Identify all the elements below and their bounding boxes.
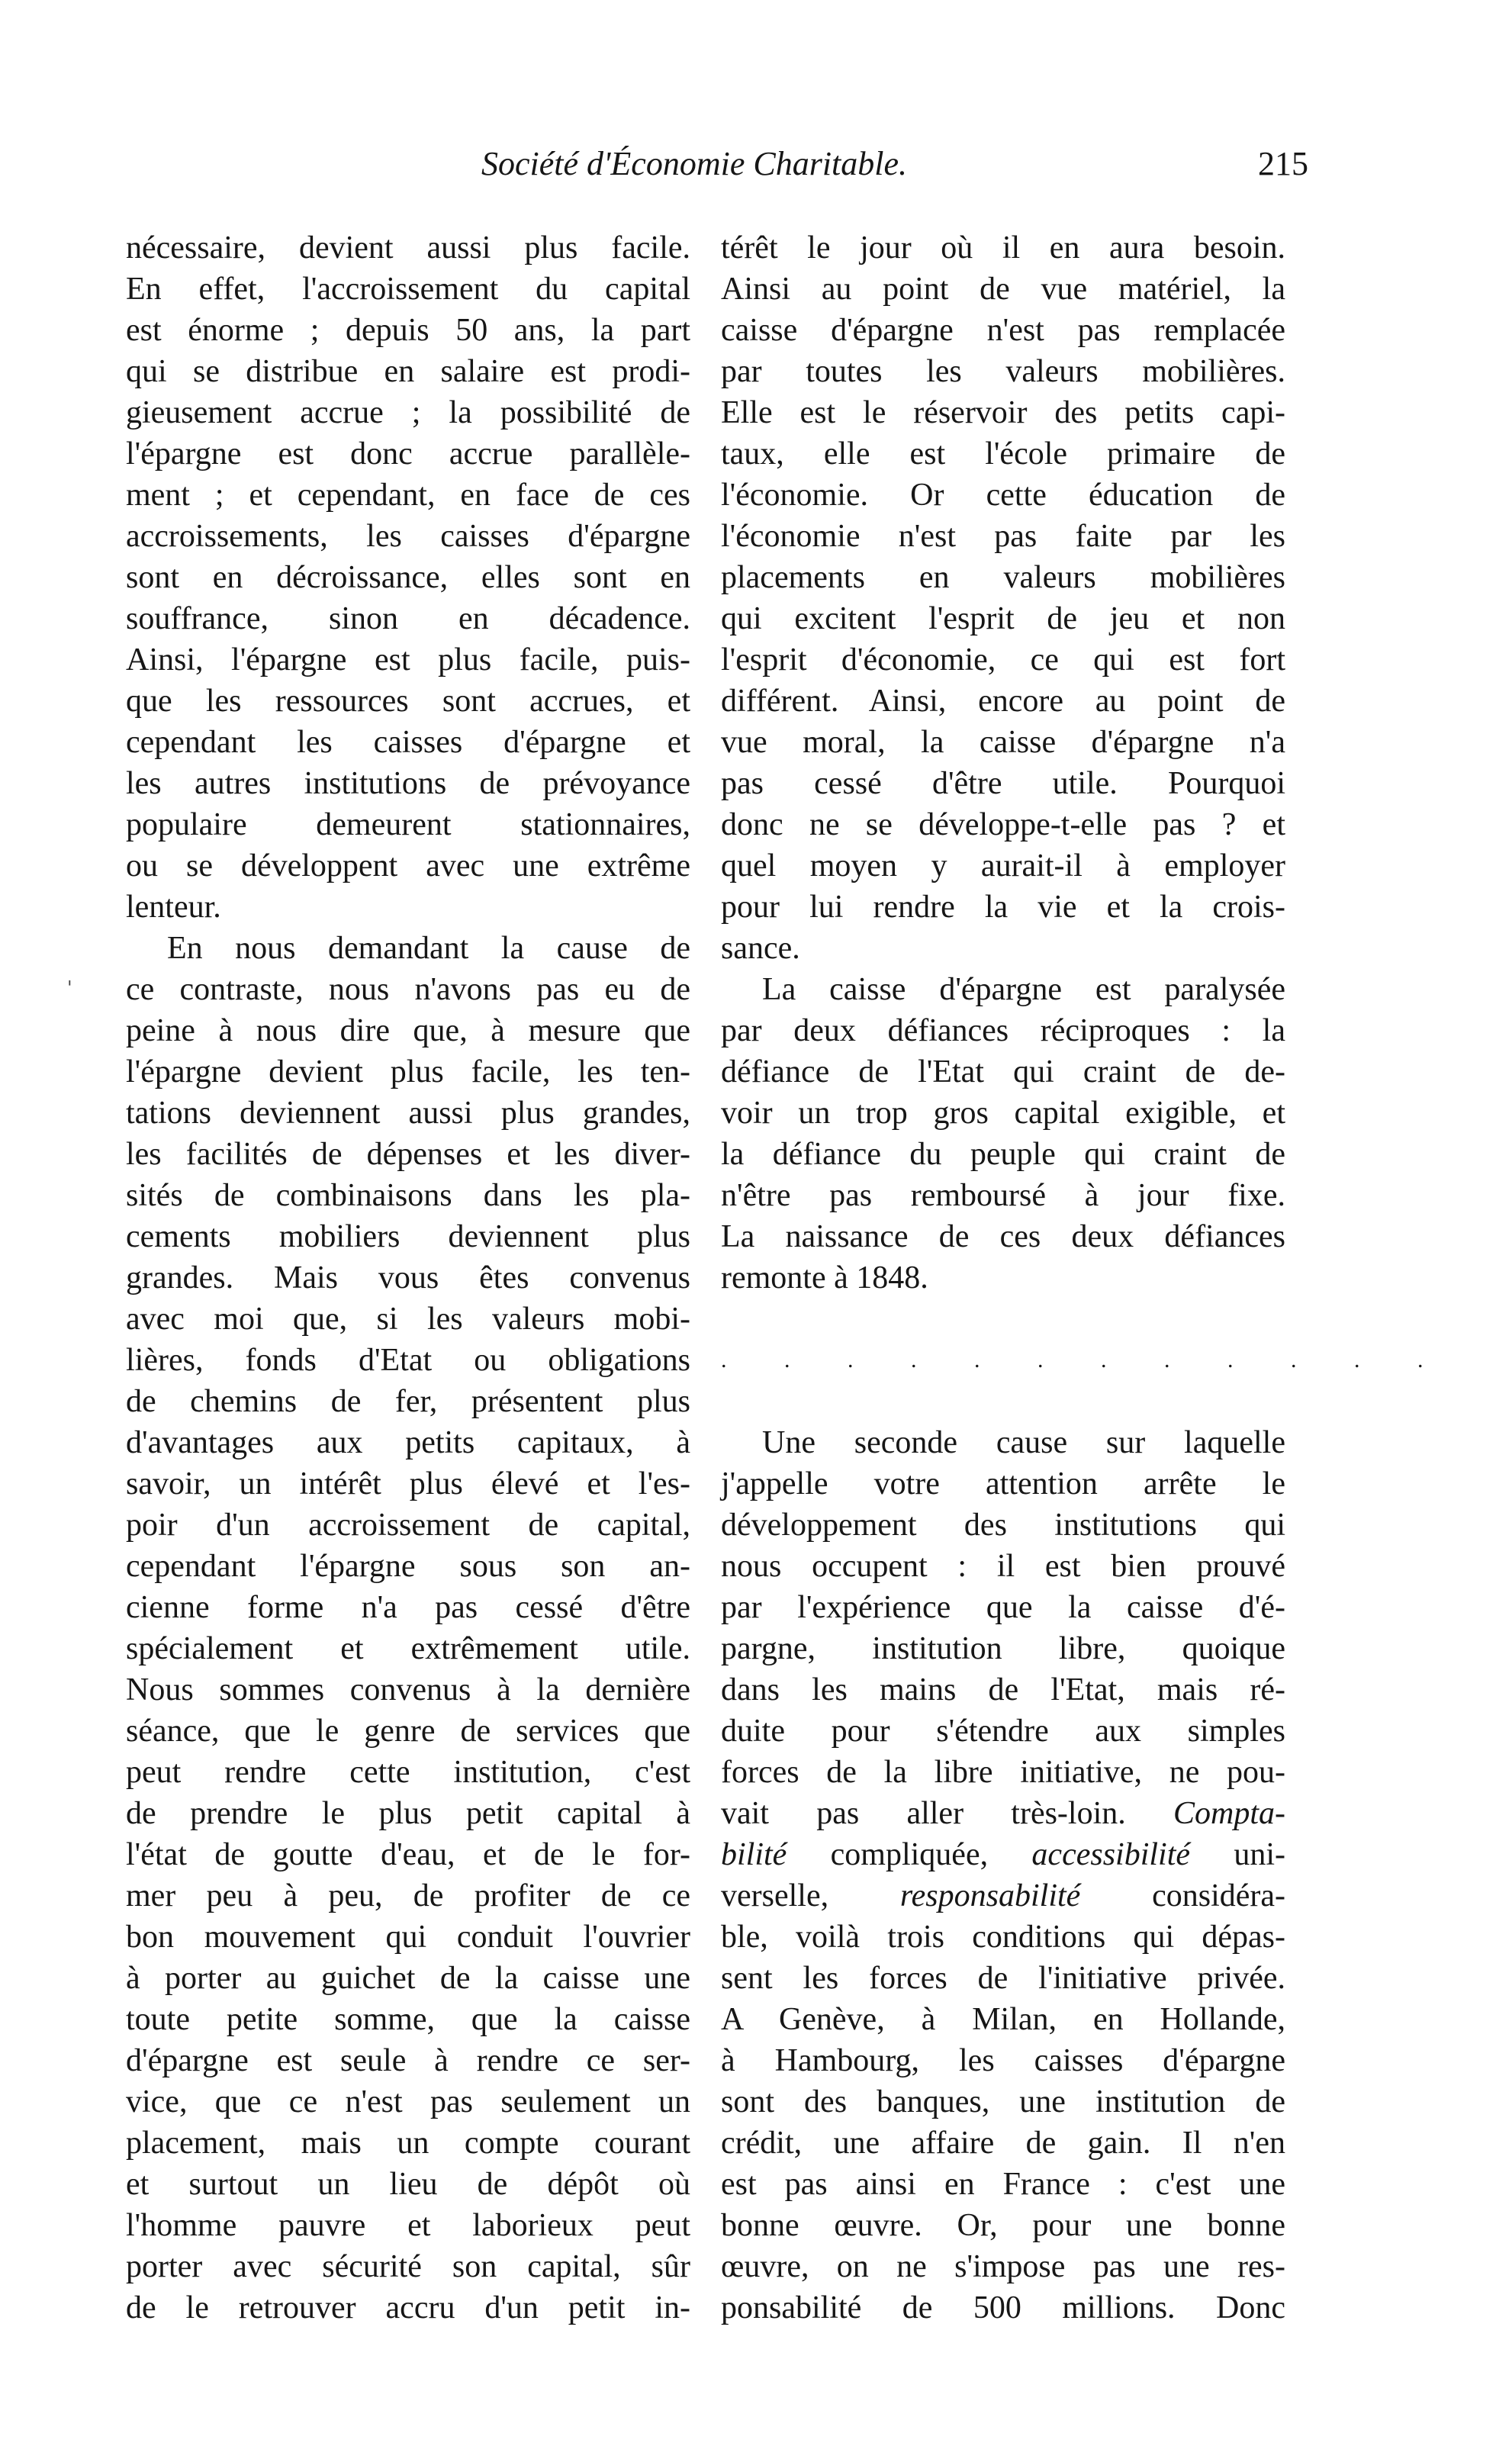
text-line: est énorme ; depuis 50 ans, la part bbox=[126, 313, 690, 348]
text-line: l'esprit d'économie, ce qui est fort bbox=[721, 642, 1285, 677]
text-line: que les ressources sont accrues, et bbox=[126, 684, 690, 719]
italic-term: bilité bbox=[721, 1837, 787, 1872]
text-line: sent les forces de l'initiative privée. bbox=[721, 1961, 1285, 1996]
text-line: défiance de l'Etat qui craint de de- bbox=[721, 1054, 1285, 1089]
text-line: différent. Ainsi, encore au point de bbox=[721, 684, 1285, 719]
text-line: forces de la libre initiative, ne pou- bbox=[721, 1755, 1285, 1790]
running-title: Société d'Économie Charitable. bbox=[481, 145, 908, 182]
text-line: sont des banques, une institution de bbox=[721, 2084, 1285, 2119]
text-line: mer peu à peu, de profiter de ce bbox=[126, 1878, 690, 1913]
text-line: pargne, institution libre, quoique bbox=[721, 1631, 1285, 1666]
text-line: toute petite somme, que la caisse bbox=[126, 2002, 690, 2037]
text-line: n'être pas remboursé à jour fixe. bbox=[721, 1178, 1285, 1213]
text-line: caisse d'épargne n'est pas remplacée bbox=[721, 313, 1285, 348]
blank-line bbox=[721, 1299, 1285, 1340]
text-line: l'économie n'est pas faite par les bbox=[721, 519, 1285, 554]
text-line: cements mobiliers deviennent plus bbox=[126, 1219, 690, 1254]
text-line: qui excitent l'esprit de jeu et non bbox=[721, 601, 1285, 636]
right-column bbox=[721, 227, 1449, 2329]
text-line: pas cessé d'être utile. Pourquoi bbox=[721, 766, 1285, 801]
text-line: à Hambourg, les caisses d'épargne bbox=[721, 2043, 1285, 2078]
text-line: donc ne se développe-t-elle pas ? et bbox=[721, 807, 1285, 842]
text-line: bon mouvement qui conduit l'ouvrier bbox=[126, 1920, 690, 1955]
text-line: la défiance du peuple qui craint de bbox=[721, 1137, 1285, 1172]
text-line: l'épargne devient plus facile, les ten- bbox=[126, 1054, 690, 1089]
text-line bbox=[721, 1834, 1285, 1875]
text-line: poir d'un accroissement de capital, bbox=[126, 1508, 690, 1543]
text-segment: uni- bbox=[1234, 1837, 1286, 1872]
text-line: crédit, une affaire de gain. Il n'en bbox=[721, 2126, 1285, 2161]
text-line: vice, que ce n'est pas seulement un bbox=[126, 2084, 690, 2119]
text-line: voir un trop gros capital exigible, et bbox=[721, 1096, 1285, 1131]
page-number: 215 bbox=[1258, 145, 1308, 182]
text-line: Nous sommes convenus à la dernière bbox=[126, 1672, 690, 1707]
text-line: souffrance, sinon en décadence. bbox=[126, 601, 690, 636]
text-line: placements en valeurs mobilières bbox=[721, 560, 1285, 595]
text-line: les facilités de dépenses et les diver- bbox=[126, 1137, 690, 1172]
text-line bbox=[721, 1793, 1285, 1834]
text-line: par toutes les valeurs mobilières. bbox=[721, 354, 1285, 389]
text-line: ou se développent avec une extrême bbox=[126, 848, 690, 883]
text-line: accroissements, les caisses d'épargne bbox=[126, 519, 690, 554]
text-line: développement des institutions qui bbox=[721, 1508, 1285, 1543]
text-line: les autres institutions de prévoyance bbox=[126, 766, 690, 801]
text-line: gieusement accrue ; la possibilité de bbox=[126, 395, 690, 430]
text-line: placement, mais un compte courant bbox=[126, 2126, 690, 2161]
text-line: de chemins de fer, présentent plus bbox=[126, 1384, 690, 1419]
text-line: grandes. Mais vous êtes convenus bbox=[126, 1260, 690, 1295]
text-line: cienne forme n'a pas cessé d'être bbox=[126, 1590, 690, 1625]
text-line: et surtout un lieu de dépôt où bbox=[126, 2167, 690, 2202]
text-line: peut rendre cette institution, c'est bbox=[126, 1755, 690, 1790]
text-line: ponsabilité de 500 millions. Donc bbox=[721, 2290, 1285, 2325]
text-line: populaire demeurent stationnaires, bbox=[126, 807, 690, 842]
italic-term: accessibilité bbox=[1031, 1837, 1191, 1872]
text-line: séance, que le genre de services que bbox=[126, 1714, 690, 1749]
text-line: ment ; et cependant, en face de ces bbox=[126, 478, 690, 513]
text-line: pour lui rendre la vie et la crois- bbox=[721, 890, 1285, 925]
text-line: En effet, l'accroissement du capital bbox=[126, 272, 690, 307]
blank-line bbox=[721, 1381, 1285, 1422]
text-line: dans les mains de l'Etat, mais ré- bbox=[721, 1672, 1285, 1707]
text-line: j'appelle votre attention arrête le bbox=[721, 1466, 1285, 1501]
text-line: Elle est le réservoir des petits capi- bbox=[721, 395, 1285, 430]
margin-speck: ' bbox=[67, 977, 72, 999]
text-line: La caisse d'épargne est paralysée bbox=[762, 972, 1285, 1007]
text-segment: vait pas aller très-loin. bbox=[721, 1796, 1126, 1831]
italic-term: Compta- bbox=[1173, 1796, 1286, 1831]
text-line: savoir, un intérêt plus élevé et l'es- bbox=[126, 1466, 690, 1501]
text-line: tations deviennent aussi plus grandes, bbox=[126, 1096, 690, 1131]
text-line: nécessaire, devient aussi plus facile. bbox=[126, 230, 690, 266]
text-segment: considéra- bbox=[1152, 1878, 1286, 1913]
text-line: En nous demandant la cause de bbox=[167, 931, 690, 966]
text-line: Ainsi au point de vue matériel, la bbox=[721, 272, 1285, 307]
left-column bbox=[126, 227, 690, 2329]
text-line: à porter au guichet de la caisse une bbox=[126, 1961, 690, 1996]
text-line: ble, voilà trois conditions qui dépas- bbox=[721, 1920, 1285, 1955]
text-line: porter avec sécurité son capital, sûr bbox=[126, 2249, 690, 2284]
text-segment: verselle, bbox=[721, 1878, 829, 1913]
text-line: cependant l'épargne sous son an- bbox=[126, 1549, 690, 1584]
text-line: sont en décroissance, elles sont en bbox=[126, 560, 690, 595]
text-line bbox=[721, 1875, 1285, 1917]
text-line: par deux défiances réciproques : la bbox=[721, 1013, 1285, 1048]
text-line: Une seconde cause sur laquelle bbox=[762, 1425, 1285, 1460]
text-line: peine à nous dire que, à mesure que bbox=[126, 1013, 690, 1048]
text-line: lenteur. bbox=[126, 890, 221, 925]
text-line: l'homme pauvre et laborieux peut bbox=[126, 2208, 690, 2243]
text-line: Ainsi, l'épargne est plus facile, puis- bbox=[126, 642, 690, 677]
text-line: d'épargne est seule à rendre ce ser- bbox=[126, 2043, 690, 2078]
text-line: bonne œuvre. Or, pour une bonne bbox=[721, 2208, 1285, 2243]
text-line: œuvre, on ne s'impose pas une res- bbox=[721, 2249, 1285, 2284]
text-line: duite pour s'étendre aux simples bbox=[721, 1714, 1285, 1749]
text-line: l'état de goutte d'eau, et de le for- bbox=[126, 1837, 690, 1872]
text-line: par l'expérience que la caisse d'é- bbox=[721, 1590, 1285, 1625]
text-line: taux, elle est l'école primaire de bbox=[721, 436, 1285, 471]
text-line: La naissance de ces deux défiances bbox=[721, 1219, 1285, 1254]
text-line: remonte à 1848. bbox=[721, 1260, 928, 1295]
text-line: spécialement et extrêmement utile. bbox=[126, 1631, 690, 1666]
text-line: avec moi que, si les valeurs mobi- bbox=[126, 1302, 690, 1337]
text-line: vue moral, la caisse d'épargne n'a bbox=[721, 725, 1285, 760]
text-line: de le retrouver accru d'un petit in- bbox=[126, 2290, 690, 2325]
text-line: sance. bbox=[721, 931, 800, 966]
text-line: l'épargne est donc accrue parallèle- bbox=[126, 436, 690, 471]
text-line: quel moyen y aurait-il à employer bbox=[721, 848, 1285, 883]
text-line: sités de combinaisons dans les pla- bbox=[126, 1178, 690, 1213]
text-line: l'économie. Or cette éducation de bbox=[721, 478, 1285, 513]
text-line: de prendre le plus petit capital à bbox=[126, 1796, 690, 1831]
italic-term: responsabilité bbox=[899, 1878, 1081, 1913]
text-line: d'avantages aux petits capitaux, à bbox=[126, 1425, 690, 1460]
elision-dots: . . . . . . . . . . . . bbox=[721, 1347, 1449, 1373]
text-line: nous occupent : il est bien prouvé bbox=[721, 1549, 1285, 1584]
text-line: est pas ainsi en France : c'est une bbox=[721, 2167, 1285, 2202]
text-line: qui se distribue en salaire est prodi- bbox=[126, 354, 690, 389]
text-line: A Genève, à Milan, en Hollande, bbox=[721, 2002, 1285, 2037]
text-line: térêt le jour où il en aura besoin. bbox=[721, 230, 1285, 266]
text-line: lières, fonds d'Etat ou obligations bbox=[126, 1343, 690, 1378]
text-line: ce contraste, nous n'avons pas eu de bbox=[126, 972, 690, 1007]
text-line: cependant les caisses d'épargne et bbox=[126, 725, 690, 760]
text-segment: compliquée, bbox=[830, 1837, 989, 1872]
